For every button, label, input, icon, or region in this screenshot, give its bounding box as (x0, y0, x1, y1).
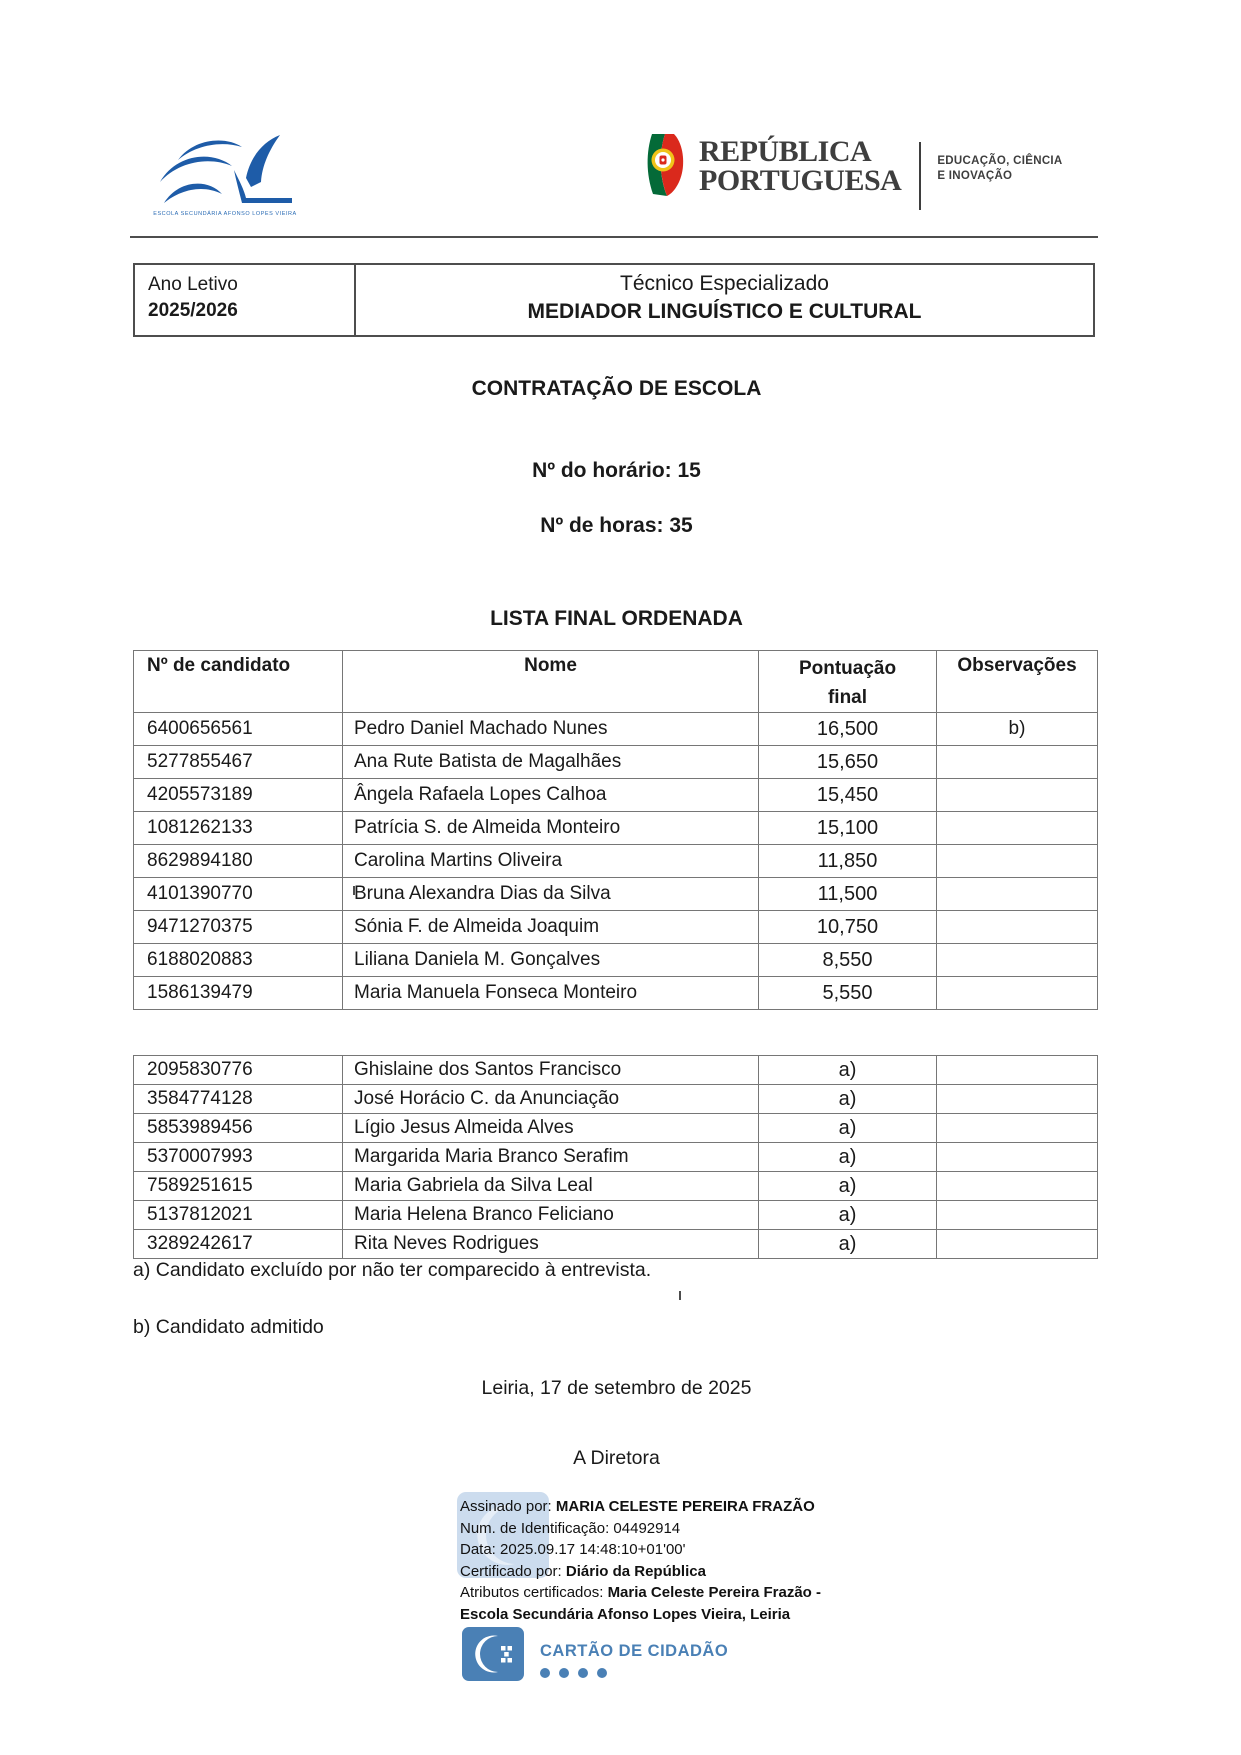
final-score-cell: a) (759, 1143, 937, 1172)
candidate-name-cell: Pedro Daniel Machado Nunes (343, 713, 759, 746)
school-logo (150, 130, 310, 217)
final-score-cell: 8,550 (759, 944, 937, 977)
col-header-final-score: Pontuação final (759, 651, 937, 713)
certified-by-label: Certificado por: (460, 1562, 566, 1580)
certified-attributes-line1 (460, 1582, 940, 1604)
school-year-cell (135, 265, 356, 335)
candidate-number-cell: 5277855467 (134, 746, 343, 779)
observations-cell (937, 812, 1098, 845)
final-score-cell: a) (759, 1056, 937, 1085)
final-score-cell: a) (759, 1201, 937, 1230)
final-score-cell: 10,750 (759, 911, 937, 944)
signature-date-line: Data: 2025.09.17 14:48:10+01'00' (460, 1541, 686, 1558)
signer-title: A Diretora (573, 1447, 660, 1469)
schedule-number-line: Nº do horário: 15 (532, 459, 701, 482)
candidate-name-cell: Liliana Daniela M. Gonçalves (343, 944, 759, 977)
observations-cell (937, 746, 1098, 779)
school-logo-icon (150, 130, 300, 210)
gov-wordmark (699, 132, 901, 195)
signed-by-label: Assinado por: (460, 1498, 556, 1515)
signed-by-name: MARIA CELESTE PEREIRA FRAZÃO (555, 1498, 815, 1515)
place-and-date: Leiria, 17 de setembro de 2025 (481, 1377, 752, 1399)
final-score-cell: a) (759, 1085, 937, 1114)
candidate-number-cell: 2095830776 (134, 1056, 343, 1085)
gov-wordmark-line1: REPÚBLICA (699, 135, 872, 168)
observations-cell (937, 878, 1098, 911)
final-list-table (133, 650, 1098, 1010)
candidate-number-cell: 5853989456 (134, 1114, 343, 1143)
ministry-name (937, 132, 1062, 184)
dot (597, 1668, 607, 1678)
school-year-value: 2025/2026 (148, 299, 238, 321)
candidate-row (134, 1230, 1098, 1259)
candidate-number-cell: 6188020883 (134, 944, 343, 977)
candidate-name-cell: Ghislaine dos Santos Francisco (343, 1056, 759, 1085)
candidate-name-cell: Maria Manuela Fonseca Monteiro (343, 977, 759, 1010)
school-logo-caption: ESCOLA SECUNDÁRIA AFONSO LOPES VIEIRA (153, 211, 297, 217)
candidate-number-cell: 5370007993 (134, 1143, 343, 1172)
candidate-row (134, 1085, 1098, 1114)
school-year-label: Ano Letivo (148, 274, 238, 295)
col-header-observations: Observações (937, 651, 1098, 713)
candidate-row (134, 944, 1098, 977)
position-cell (356, 265, 1093, 335)
final-score-cell: 11,850 (759, 845, 937, 878)
candidate-name-cell: Ângela Rafaela Lopes Calhoa (343, 779, 759, 812)
candidate-row (134, 1114, 1098, 1143)
footnote-b: b) Candidato admitido (133, 1316, 324, 1338)
candidate-number-cell: 7589251615 (134, 1172, 343, 1201)
attributes-label: Atributos certificados: (460, 1584, 608, 1601)
list-title: LISTA FINAL ORDENADA (490, 607, 743, 630)
observations-cell (937, 1230, 1098, 1259)
table-header-row (134, 651, 1098, 713)
attributes-value-line1: Maria Celeste Pereira Frazão - (607, 1584, 821, 1601)
final-score-cell: 15,100 (759, 812, 937, 845)
candidate-row (134, 911, 1098, 944)
col-header-name: Nome (343, 651, 759, 713)
document-title: CONTRATAÇÃO DE ESCOLA (471, 377, 762, 400)
position-title: MEDIADOR LINGUÍSTICO E CULTURAL (527, 300, 922, 324)
observations-cell (937, 1085, 1098, 1114)
government-logo (643, 132, 1063, 210)
dot (540, 1668, 550, 1678)
dot (578, 1668, 588, 1678)
digital-signature-block (460, 1496, 940, 1625)
certified-attributes-line2: Escola Secundária Afonso Lopes Vieira, Leiria (460, 1605, 791, 1623)
final-score-cell: 16,500 (759, 713, 937, 746)
candidate-row (134, 1172, 1098, 1201)
position-category: Técnico Especializado (620, 272, 829, 295)
candidate-number-cell: 3289242617 (134, 1230, 343, 1259)
ministry-line1: EDUCAÇÃO, CIÊNCIA (937, 155, 1063, 167)
candidate-row (134, 878, 1098, 911)
header-rule (130, 236, 1098, 238)
candidate-name-cell: Margarida Maria Branco Serafim (343, 1143, 759, 1172)
candidate-row (134, 1056, 1098, 1085)
candidate-row (134, 713, 1098, 746)
candidate-name-cell: Bruna Alexandra Dias da Silva (343, 878, 759, 911)
certified-by-line (460, 1561, 940, 1583)
candidate-number-cell: 9471270375 (134, 911, 343, 944)
final-score-cell: 11,500 (759, 878, 937, 911)
candidate-row (134, 779, 1098, 812)
candidate-row (134, 1143, 1098, 1172)
observations-cell (937, 845, 1098, 878)
candidate-number-cell: 8629894180 (134, 845, 343, 878)
ministry-line2: E INOVAÇÃO (937, 169, 1013, 182)
observations-cell (937, 1056, 1098, 1085)
candidate-name-cell: Patrícia S. de Almeida Monteiro (343, 812, 759, 845)
candidate-row (134, 845, 1098, 878)
citizen-card-label: CARTÃO DE CIDADÃO (540, 1642, 729, 1660)
final-score-cell: a) (759, 1172, 937, 1201)
hours-number-line: Nº de horas: 35 (540, 514, 693, 537)
candidate-row (134, 977, 1098, 1010)
observations-cell (937, 1114, 1098, 1143)
observations-cell (937, 911, 1098, 944)
footnote-a: a) Candidato excluído por não ter comparecido à entrevista. (133, 1259, 652, 1281)
excluded-list-table (133, 1055, 1098, 1259)
info-box (133, 263, 1095, 337)
candidate-name-cell: José Horácio C. da Anunciação (343, 1085, 759, 1114)
final-score-cell: 15,450 (759, 779, 937, 812)
observations-cell (937, 977, 1098, 1010)
final-score-cell: a) (759, 1114, 937, 1143)
observations-cell (937, 944, 1098, 977)
candidate-row (134, 1201, 1098, 1230)
observations-cell (937, 1143, 1098, 1172)
candidate-row (134, 746, 1098, 779)
id-number-line: Num. de Identificação: 04492914 (460, 1519, 681, 1537)
citizen-card-icon (462, 1627, 524, 1681)
citizen-card-dots (540, 1668, 728, 1678)
candidate-name-cell: Lígio Jesus Almeida Alves (343, 1114, 759, 1143)
final-score-cell: a) (759, 1230, 937, 1259)
observations-cell (937, 1201, 1098, 1230)
candidate-number-cell: 1081262133 (134, 812, 343, 845)
final-score-cell: 5,550 (759, 977, 937, 1010)
candidate-name-cell: Carolina Martins Oliveira (343, 845, 759, 878)
certified-by-value: Diário da República (565, 1562, 706, 1580)
candidate-row (134, 812, 1098, 845)
gov-wordmark-line2: PORTUGUESA (699, 163, 902, 197)
dot (559, 1668, 569, 1678)
candidate-name-cell: Rita Neves Rodrigues (343, 1230, 759, 1259)
rule-tick (679, 1291, 681, 1300)
candidate-number-cell: 5137812021 (134, 1201, 343, 1230)
candidate-name-cell: Maria Helena Branco Feliciano (343, 1201, 759, 1230)
col-header-candidate-number: Nº de candidato (134, 651, 343, 713)
observations-cell (937, 1172, 1098, 1201)
candidate-number-cell: 1586139479 (134, 977, 343, 1010)
gov-separator (919, 142, 921, 210)
observations-cell: b) (937, 713, 1098, 746)
signed-by-line (460, 1496, 940, 1518)
candidate-number-cell: 4205573189 (134, 779, 343, 812)
final-score-cell: 15,650 (759, 746, 937, 779)
candidate-name-cell: Sónia F. de Almeida Joaquim (343, 911, 759, 944)
citizen-card-text (540, 1627, 728, 1678)
portugal-flag-icon (643, 132, 687, 198)
observations-cell (937, 779, 1098, 812)
candidate-name-cell: Maria Gabriela da Silva Leal (343, 1172, 759, 1201)
candidate-name-cell: Ana Rute Batista de Magalhães (343, 746, 759, 779)
candidate-number-cell: 4101390770 (134, 878, 343, 911)
citizen-card-logo (462, 1627, 728, 1681)
candidate-number-cell: 6400656561 (134, 713, 343, 746)
candidate-number-cell: 3584774128 (134, 1085, 343, 1114)
